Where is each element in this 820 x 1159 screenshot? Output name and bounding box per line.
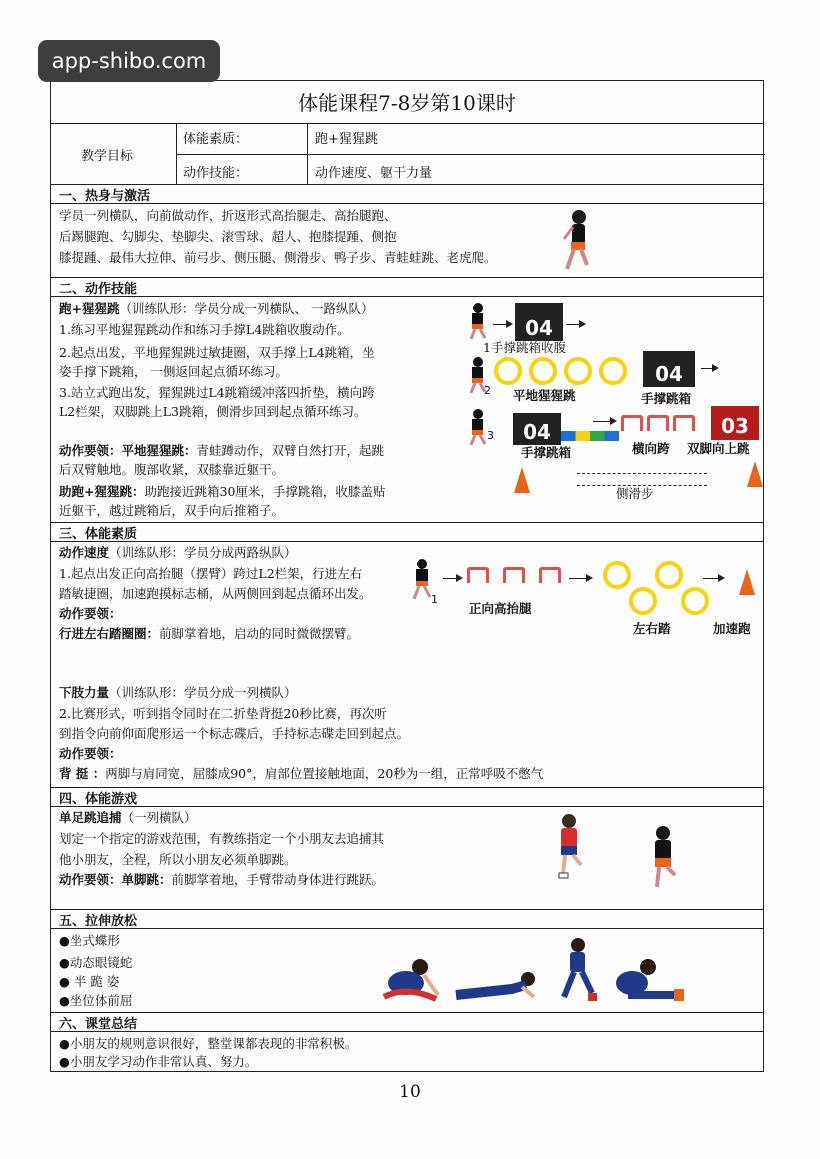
game-key-text: 前脚掌着地，手臂带动身体进行跳跃。 bbox=[171, 872, 385, 887]
stretch-item: ●坐式蝶形 bbox=[59, 933, 120, 948]
leg-line: 2.比赛形式，听到指令同时在二折垫背挺20秒比赛，再次听 bbox=[59, 706, 387, 721]
speed-line: 踏敏捷圈，加速跑摸标志桶，从两侧回到起点循环出发。 bbox=[59, 586, 372, 601]
agility-ring bbox=[603, 561, 631, 589]
skill-intro-title: 跑+猩猩跳 bbox=[59, 301, 120, 316]
leg-title-formation: （训练队形：学员分成一列横队） bbox=[109, 685, 297, 700]
speed-key-2 bbox=[59, 624, 359, 644]
page-title: 体能课程7-8岁第10课时 bbox=[51, 81, 763, 124]
agility-ring bbox=[529, 357, 557, 385]
game-title bbox=[59, 808, 197, 828]
game-line: 划定一个指定的游戏范围，有教练指定一个小朋友去追捕其 bbox=[59, 831, 385, 846]
diagram-label: 1手撑跳箱收腹 bbox=[483, 340, 566, 355]
speed-key-2-text: 前脚掌着地，启动的同时微微摆臂。 bbox=[159, 626, 360, 641]
hurdle bbox=[503, 567, 525, 583]
game-line: 他小朋友，全程，所以小朋友必须单脚跳。 bbox=[59, 852, 297, 867]
skill-line: 2.起点出发，平地猩猩跳过敏捷圈，双手撑上L4跳箱，坐 bbox=[59, 345, 375, 360]
skill-intro-formation: （训练队形：学员分成一列横队、 一路纵队） bbox=[119, 301, 374, 316]
cobra-stretch-image bbox=[452, 969, 542, 1001]
hopping-child-image bbox=[645, 825, 681, 891]
agility-ring bbox=[629, 587, 657, 615]
warmup-line: 学员一列横队，向前做动作，折返形式高抬腿走、高抬腿跑、 bbox=[59, 208, 397, 223]
section-heading: 一、热身与激活 bbox=[59, 189, 151, 204]
plyo-box-03: 03 bbox=[711, 406, 759, 440]
row-number: 1 bbox=[431, 593, 438, 606]
warmup-line: 膝提踵、最伟大拉伸、前弓步、侧压腿、侧滑步、鸭子步、青蛙蛙跳、老虎爬。 bbox=[59, 250, 497, 265]
leg-title bbox=[59, 683, 297, 703]
arrow-icon bbox=[566, 324, 584, 325]
hurdle bbox=[673, 415, 695, 431]
skill-key-2-text: 助跑接近跳箱30厘米，手撑跳箱，收膝盖贴 bbox=[144, 484, 386, 499]
half-kneel-stretch-image bbox=[556, 937, 600, 1005]
game-key-label: 动作要领：单脚跳： bbox=[59, 872, 172, 887]
skill-intro bbox=[59, 299, 373, 319]
section-heading: 四、体能游戏 bbox=[59, 792, 138, 807]
objective-key: 动作技能： bbox=[183, 166, 249, 181]
cone bbox=[739, 569, 755, 595]
diagram-label: 手撑跳箱 bbox=[641, 391, 692, 406]
diagram-label: 正向高抬腿 bbox=[469, 601, 532, 616]
section-heading: 三、体能素质 bbox=[59, 527, 138, 542]
leg-line: 到指令向前仰面爬形运一个标志碟后，手持标志碟走回到起点。 bbox=[59, 726, 410, 741]
arrow-icon bbox=[443, 578, 461, 579]
stretch-photos bbox=[376, 937, 688, 1007]
skill-line: 3.站立式跑出发，猩猩跳过L4跳箱缓冲落四折垫，横向跨 bbox=[59, 385, 375, 400]
game-title-label: 单足跳追捕 bbox=[59, 810, 122, 825]
plyo-box-04: 04 bbox=[513, 413, 561, 445]
skill-line: 姿手撑下跳箱， 一侧返回起点循环练习。 bbox=[59, 364, 288, 379]
skill-key-2 bbox=[59, 482, 385, 502]
cone bbox=[747, 461, 763, 487]
skill-key-2-line2: 近躯干，越过跳箱后，双手向后推箱子。 bbox=[59, 503, 285, 518]
summary-item: ●小朋友的规则意识很好，整堂课都表现的非常积极。 bbox=[59, 1036, 358, 1051]
speed-key-2-label: 行进左右踏圈圈： bbox=[59, 626, 160, 641]
child-icon bbox=[409, 559, 433, 599]
hurdle bbox=[539, 567, 561, 583]
hopping-child-image bbox=[551, 813, 587, 879]
leg-key-2-text: 两脚与肩同宽，屈膝成90°，肩部位置接触地面，20秒为一组，正常呼吸不憋气 bbox=[105, 766, 544, 781]
diagram-label: 双脚向上跳 bbox=[687, 441, 750, 456]
section-heading: 二、动作技能 bbox=[59, 282, 138, 297]
diagram-label: 手撑跳箱 bbox=[521, 445, 572, 460]
skill-line: L2栏架，双脚跳上L3跳箱，侧滑步回到起点循环练习。 bbox=[59, 404, 367, 419]
hurdle bbox=[467, 567, 489, 583]
objective-value: 跑+猩猩跳 bbox=[315, 132, 378, 147]
skill-key-1 bbox=[59, 441, 384, 461]
dashed-line bbox=[577, 473, 707, 474]
skill-key-1-line2: 后双臂触地。腹部收紧，双膝靠近躯干。 bbox=[59, 462, 285, 477]
arrow-icon bbox=[593, 421, 615, 422]
warmup-line: 后踢腿跑、勾脚尖、垫脚尖、滚雪球、超人、抱膝提踵、侧抱 bbox=[59, 229, 397, 244]
skill-key-1-text: 青蛙蹲动作，双臂自然打开，起跳 bbox=[196, 443, 385, 458]
butterfly-stretch-image bbox=[376, 955, 446, 1005]
watermark: app-shibo.com bbox=[38, 40, 220, 82]
section-heading: 五、拉伸放松 bbox=[59, 914, 138, 929]
objective-key: 体能素质： bbox=[183, 132, 249, 147]
stretch-item: ●动态眼镜蛇 bbox=[59, 955, 133, 970]
leg-key: 动作要领： bbox=[59, 746, 122, 761]
game-title-formation: （一列横队） bbox=[121, 810, 197, 825]
speed-line: 1.起点出发正向高抬腿（摆臂）跨过L2栏架，行进左右 bbox=[59, 566, 363, 581]
stretch-item: ● 半 跪 姿 bbox=[59, 974, 120, 989]
plyo-box-04: 04 bbox=[515, 303, 563, 341]
arrow-icon bbox=[493, 324, 511, 325]
diagram-label: 平地猩猩跳 bbox=[513, 388, 576, 403]
page-number: 10 bbox=[399, 1082, 421, 1102]
arrow-icon bbox=[703, 578, 723, 579]
diagram-label: 横向跨 bbox=[632, 441, 670, 456]
plyo-box-04: 04 bbox=[643, 351, 695, 387]
agility-ring bbox=[599, 357, 627, 385]
arrow-icon bbox=[701, 368, 717, 369]
running-child-image bbox=[559, 209, 593, 273]
skill-line: 1.练习平地猩猩跳动作和练习手撑L4跳箱收腹动作。 bbox=[59, 322, 350, 337]
diagram-label: 加速跑 bbox=[713, 621, 751, 636]
objectives-label: 教学目标 bbox=[81, 149, 134, 164]
game-key bbox=[59, 870, 384, 890]
row-number: 2 bbox=[484, 384, 491, 397]
agility-ring bbox=[655, 561, 683, 589]
speed-title-formation: （训练队形：学员分成两路纵队） bbox=[109, 545, 297, 560]
seated-forward-bend-image bbox=[608, 957, 688, 1005]
leg-key-2 bbox=[59, 764, 543, 784]
diagram-label: 侧滑步 bbox=[616, 486, 654, 501]
row-number: 3 bbox=[487, 429, 494, 442]
agility-ring bbox=[494, 357, 522, 385]
lesson-plan-table bbox=[50, 80, 764, 1072]
speed-title bbox=[59, 543, 297, 563]
agility-ring bbox=[681, 587, 709, 615]
stretch-item: ●坐位体前屈 bbox=[59, 993, 133, 1008]
hurdle bbox=[621, 415, 643, 431]
diagram-label: 左右踏 bbox=[633, 621, 671, 636]
folding-mat bbox=[561, 431, 619, 441]
leg-key-2-label: 背 挺 ： bbox=[59, 766, 106, 781]
skill-key-1-label: 动作要领：平地猩猩跳： bbox=[59, 443, 197, 458]
speed-title-label: 动作速度 bbox=[59, 545, 110, 560]
speed-key: 动作要领： bbox=[59, 606, 122, 621]
agility-ring bbox=[564, 357, 592, 385]
child-icon bbox=[466, 409, 488, 445]
objective-value: 动作速度、躯干力量 bbox=[315, 166, 433, 181]
arrow-icon bbox=[569, 578, 591, 579]
skill-key-2-label: 助跑+猩猩跳： bbox=[59, 484, 145, 499]
section-heading: 六、课堂总结 bbox=[59, 1017, 138, 1032]
hurdle bbox=[647, 415, 669, 431]
leg-title-label: 下肢力量 bbox=[59, 685, 110, 700]
cone bbox=[514, 467, 530, 493]
child-icon bbox=[466, 303, 488, 339]
summary-item: ●小朋友学习动作非常认真、努力。 bbox=[59, 1054, 258, 1069]
